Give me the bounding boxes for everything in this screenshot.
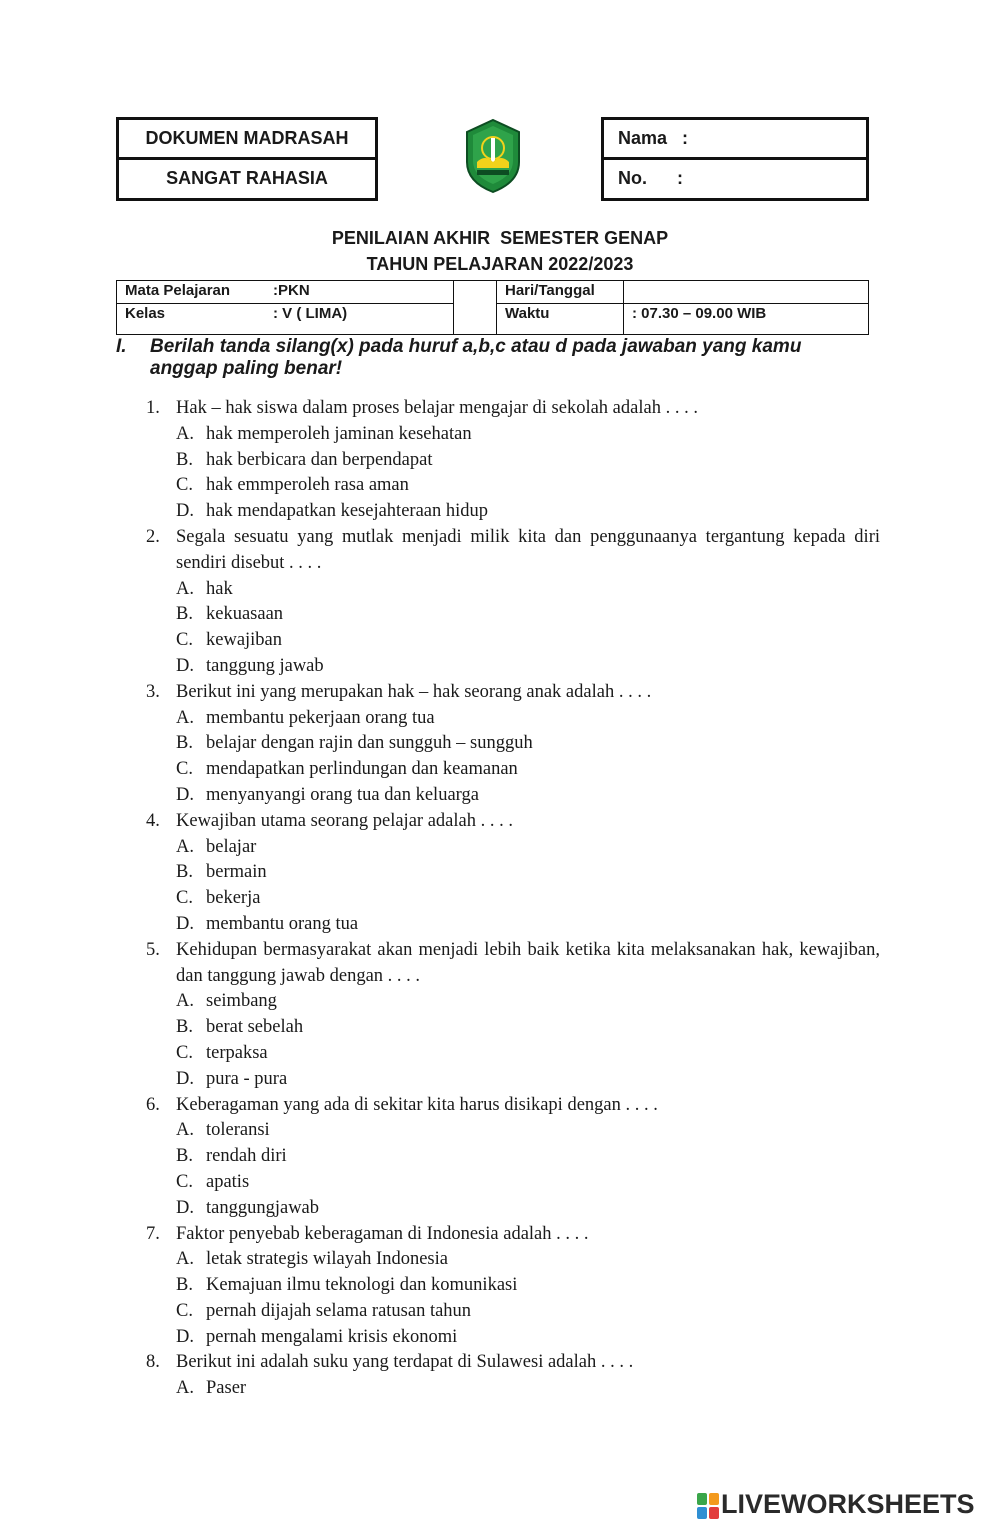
question-item [146, 525, 880, 577]
answer-option[interactable] [176, 835, 880, 861]
option-text: tanggungjawab [206, 1197, 320, 1218]
answer-option[interactable] [176, 757, 880, 783]
answer-option[interactable] [176, 1273, 880, 1299]
answer-option[interactable] [176, 422, 880, 448]
option-text: bekerja [206, 888, 261, 909]
answer-option[interactable] [176, 912, 880, 938]
option-letter: D. [176, 913, 194, 934]
answer-option[interactable] [176, 1144, 880, 1170]
option-letter: C. [176, 1171, 193, 1192]
answer-option[interactable] [176, 1041, 880, 1067]
time-label-cell [497, 304, 624, 335]
answer-option[interactable] [176, 860, 880, 886]
option-text: tanggung jawab [206, 655, 324, 676]
name-label: Nama : [618, 128, 689, 148]
option-text: belajar dengan rajin dan sungguh – sungguh [206, 733, 533, 754]
class-value: : V ( LIMA) [273, 305, 348, 322]
option-letter: A. [176, 1378, 194, 1399]
option-text: kewajiban [206, 630, 283, 651]
answer-option[interactable] [176, 706, 880, 732]
answer-option[interactable] [176, 473, 880, 499]
option-letter: C. [176, 1300, 193, 1321]
option-text: membantu orang tua [206, 913, 359, 934]
instruction-number: I. [116, 336, 127, 357]
answer-option[interactable] [176, 654, 880, 680]
number-row [604, 160, 866, 200]
subject-label: Mata Pelajaran [125, 282, 231, 299]
option-text: belajar [206, 836, 257, 857]
option-text: Paser [206, 1378, 247, 1399]
option-letter: C. [176, 475, 193, 496]
answer-option[interactable] [176, 783, 880, 809]
instruction-text: Berilah tanda silang(x) pada huruf a,b,c atau d pada jawaban yang kamu anggap paling benar! [150, 336, 802, 379]
question-number: 3. [146, 681, 160, 702]
question-text: Kehidupan bermasyarakat akan menjadi lebih baik ketika kita melaksanakan hak, kewajiban, dan tanggung jawab dengan . . . . [176, 939, 880, 986]
option-text: pernah mengalami krisis ekonomi [206, 1326, 458, 1347]
question-number: 6. [146, 1094, 160, 1115]
option-text: bermain [206, 862, 267, 883]
answer-option[interactable] [176, 1196, 880, 1222]
subject-value: :PKN [273, 282, 310, 299]
option-text: seimbang [206, 991, 277, 1012]
answer-option[interactable] [176, 1067, 880, 1093]
option-text: rendah diri [206, 1146, 287, 1167]
answer-option[interactable] [176, 886, 880, 912]
spacer-cell [454, 281, 497, 335]
answer-option[interactable] [176, 577, 880, 603]
option-letter: B. [176, 1146, 193, 1167]
question-item [146, 938, 880, 990]
question-item [146, 1350, 880, 1376]
question-number: 2. [146, 526, 160, 547]
question-item [146, 680, 880, 706]
question-item [146, 1222, 880, 1248]
option-text: terpaksa [206, 1042, 268, 1063]
exam-title: PENILAIAN AKHIR SEMESTER GENAP [331, 228, 669, 248]
liveworksheets-icon [697, 1493, 719, 1519]
option-letter: B. [176, 1275, 193, 1296]
option-letter: C. [176, 1042, 193, 1063]
answer-option[interactable] [176, 499, 880, 525]
option-letter: B. [176, 733, 193, 754]
class-label: Kelas [125, 305, 166, 322]
subject-cell [117, 281, 454, 304]
answer-option[interactable] [176, 989, 880, 1015]
answer-option[interactable] [176, 1325, 880, 1351]
question-item [146, 1093, 880, 1119]
option-text: menyanyangi orang tua dan keluarga [206, 784, 479, 805]
question-text: Berikut ini yang merupakan hak – hak seorang anak adalah . . . . [176, 681, 652, 702]
option-text: hak emmperoleh rasa aman [206, 475, 409, 496]
header-right-box [601, 117, 869, 201]
option-letter: A. [176, 1120, 194, 1141]
answer-option[interactable] [176, 448, 880, 474]
option-letter: D. [176, 784, 194, 805]
answer-option[interactable] [176, 628, 880, 654]
option-letter: A. [176, 836, 194, 857]
answer-option[interactable] [176, 1376, 880, 1402]
option-text: letak strategis wilayah Indonesia [206, 1249, 448, 1270]
time-value: : 07.30 – 09.00 WIB [632, 305, 767, 322]
time-value-cell [624, 304, 869, 335]
option-letter: A. [176, 707, 194, 728]
option-letter: D. [176, 1197, 194, 1218]
option-letter: A. [176, 423, 194, 444]
day-value-cell [624, 281, 869, 304]
option-letter: A. [176, 991, 194, 1012]
answer-option[interactable] [176, 1015, 880, 1041]
question-number: 8. [146, 1352, 160, 1373]
option-text: toleransi [206, 1120, 270, 1141]
question-text: Hak – hak siswa dalam proses belajar mengajar di sekolah adalah . . . . [176, 398, 698, 418]
option-letter: B. [176, 1017, 193, 1038]
class-cell [117, 304, 454, 335]
day-label: Hari/Tanggal [505, 282, 595, 299]
option-text: mendapatkan perlindungan dan keamanan [206, 759, 518, 780]
answer-option[interactable] [176, 731, 880, 757]
question-number: 4. [146, 810, 160, 831]
exam-info-table [116, 280, 869, 335]
exam-year: TAHUN PELAJARAN 2022/2023 [366, 254, 634, 274]
option-letter: B. [176, 449, 193, 470]
answer-option[interactable] [176, 602, 880, 628]
question-text: Segala sesuatu yang mutlak menjadi milik kita dan penggunaanya tergantung kepada diri sendiri disebut . . . . [176, 526, 880, 573]
option-text: membantu pekerjaan orang tua [206, 707, 435, 728]
option-letter: A. [176, 1249, 194, 1270]
option-text: hak [206, 578, 233, 599]
option-letter: C. [176, 630, 193, 651]
option-text: hak memperoleh jaminan kesehatan [206, 423, 472, 444]
number-label: No. : [618, 168, 683, 188]
liveworksheets-text: LIVEWORKSHEETS [721, 1489, 975, 1519]
option-letter: C. [176, 888, 193, 909]
option-text: berat sebelah [206, 1017, 304, 1038]
madrasah-emblem-icon [463, 118, 523, 194]
option-text: hak berbicara dan berpendapat [206, 449, 433, 470]
option-text: Kemajuan ilmu teknologi dan komunikasi [206, 1275, 518, 1296]
option-letter: D. [176, 1068, 194, 1089]
answer-option[interactable] [176, 1170, 880, 1196]
answer-option[interactable] [176, 1247, 880, 1273]
question-text: Kewajiban utama seorang pelajar adalah . . . . [176, 810, 513, 831]
option-letter: D. [176, 501, 194, 522]
header-doc-row [119, 120, 375, 160]
option-letter: B. [176, 862, 193, 883]
question-number: 1. [146, 398, 160, 418]
option-letter: D. [176, 1326, 194, 1347]
day-label-cell [497, 281, 624, 304]
option-text: kekuasaan [206, 604, 284, 625]
question-number: 5. [146, 939, 160, 960]
option-text: apatis [206, 1171, 250, 1192]
answer-option[interactable] [176, 1118, 880, 1144]
question-text: Berikut ini adalah suku yang terdapat di Sulawesi adalah . . . . [176, 1352, 634, 1373]
answer-option[interactable] [176, 1299, 880, 1325]
option-text: hak mendapatkan kesejahteraan hidup [206, 501, 489, 522]
liveworksheets-logo [697, 1490, 997, 1522]
option-letter: C. [176, 759, 193, 780]
time-label: Waktu [505, 305, 550, 322]
header-secret-row [119, 160, 375, 200]
option-letter: B. [176, 604, 193, 625]
question-item [146, 396, 880, 422]
option-text: pura - pura [206, 1068, 288, 1089]
secret-label: SANGAT RAHASIA [166, 168, 328, 188]
header-left-box [116, 117, 378, 201]
doc-label: DOKUMEN MADRASAH [145, 128, 349, 148]
name-row [604, 120, 866, 160]
question-number: 7. [146, 1223, 160, 1244]
question-item [146, 809, 880, 835]
option-text: pernah dijajah selama ratusan tahun [206, 1300, 472, 1321]
question-list [146, 396, 880, 1402]
question-text: Keberagaman yang ada di sekitar kita harus disikapi dengan . . . . [176, 1094, 658, 1115]
option-letter: D. [176, 655, 194, 676]
option-letter: A. [176, 578, 194, 599]
question-text: Faktor penyebab keberagaman di Indonesia adalah . . . . [176, 1223, 589, 1244]
